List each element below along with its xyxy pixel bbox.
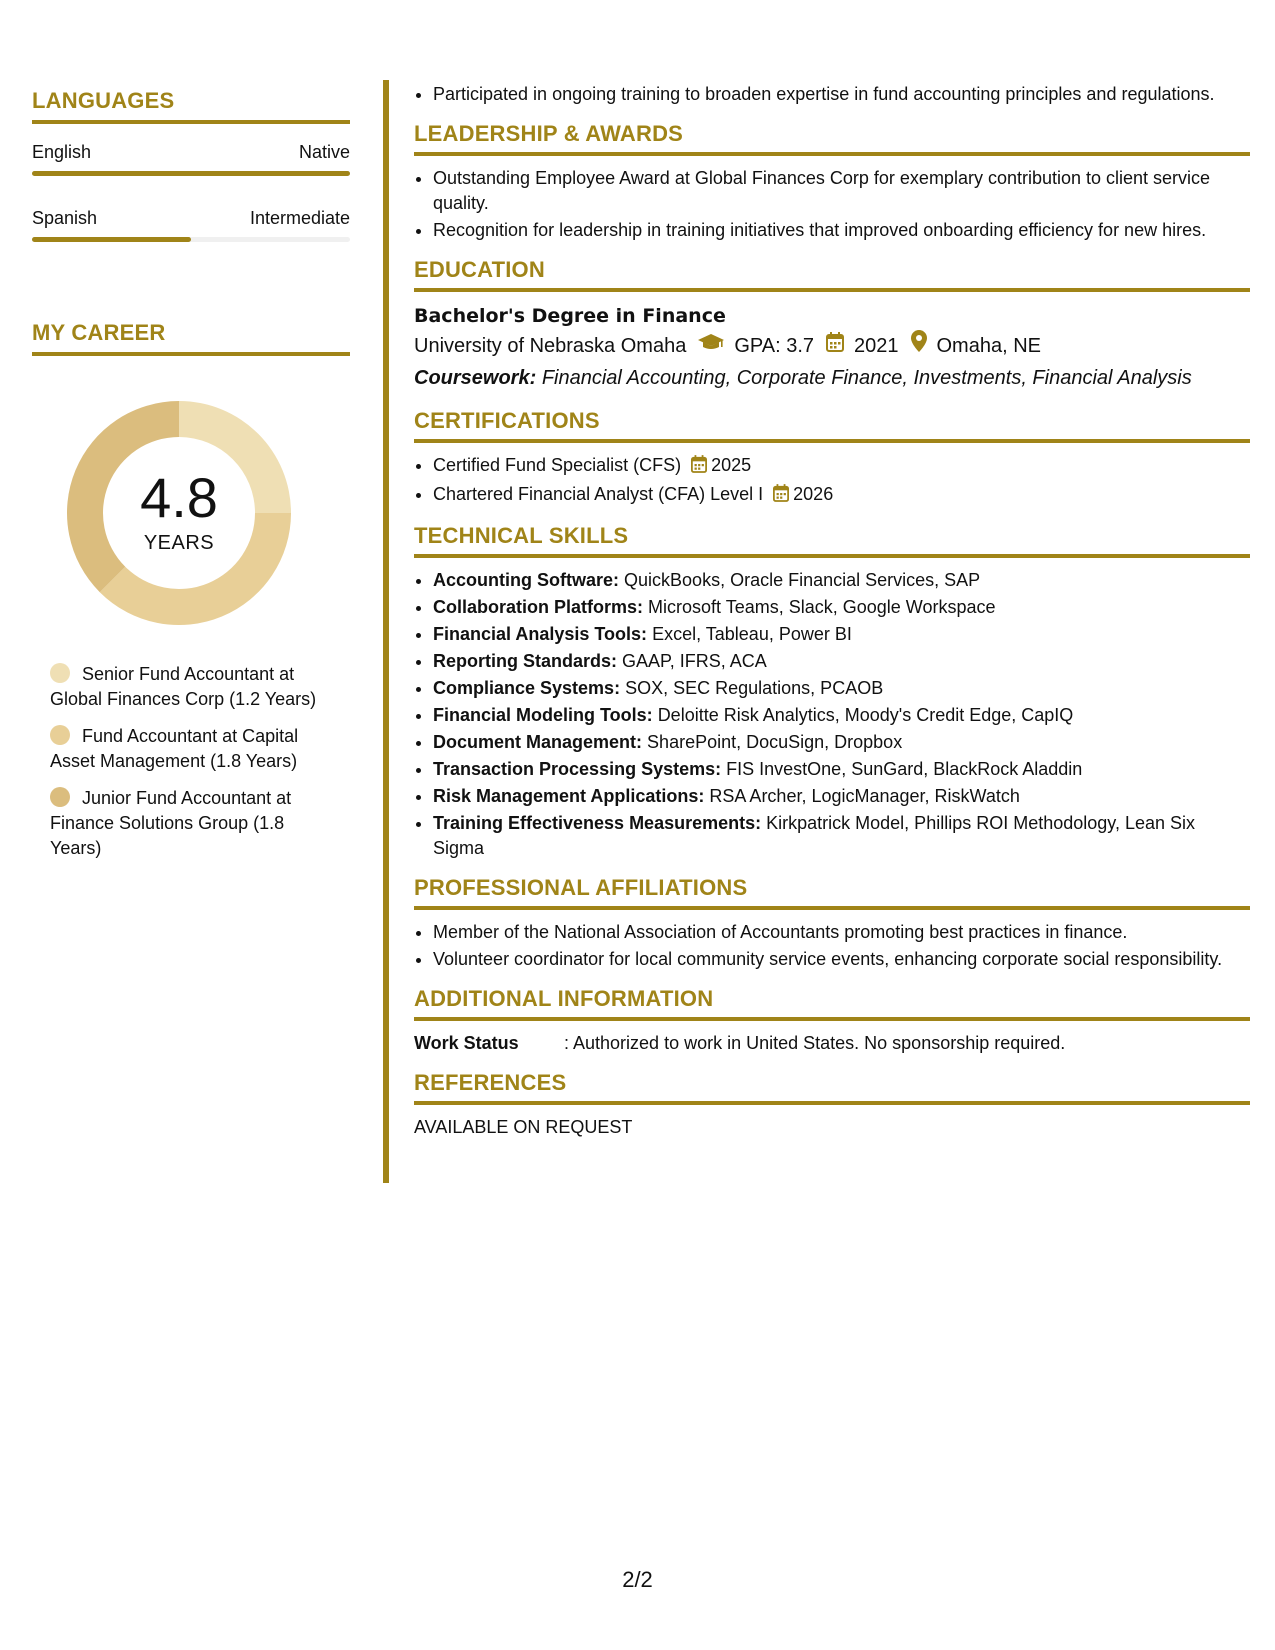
career-legend-label: Fund Accountant at Capital Asset Management (1.8 Years) — [50, 726, 299, 771]
certifications-list — [414, 453, 1250, 509]
career-donut-chart — [66, 400, 292, 626]
map-pin-icon — [911, 330, 927, 362]
certifications-title: CERTIFICATIONS — [414, 408, 1250, 443]
skill-value: SOX, SEC Regulations, PCAOB — [625, 678, 884, 698]
skill-label: Reporting Standards: — [433, 651, 618, 671]
skill-label: Financial Modeling Tools: — [433, 705, 653, 725]
education-title: EDUCATION — [414, 257, 1250, 292]
legend-dot — [50, 787, 70, 807]
affiliations-title: PROFESSIONAL AFFILIATIONS — [414, 875, 1250, 910]
certification-name: Chartered Financial Analyst (CFA) Level I — [433, 484, 764, 504]
skill-value: Microsoft Teams, Slack, Google Workspace — [648, 597, 996, 617]
career-legend-item — [50, 662, 340, 712]
list-item: • Recognition for leadership in training initiatives that improved onboarding efficiency for new hires. — [433, 218, 1250, 243]
references-title: REFERENCES — [414, 1070, 1250, 1105]
work-status-value: : Authorized to work in United States. No sponsorship required. — [564, 1033, 1066, 1053]
additional-info-title: ADDITIONAL INFORMATION — [414, 986, 1250, 1021]
career-donut-center — [66, 400, 292, 626]
skill-value: SharePoint, DocuSign, Dropbox — [647, 732, 903, 752]
language-proficiency-bar — [32, 171, 350, 176]
experience-bullets-continued — [414, 82, 1250, 107]
list-item — [433, 622, 1250, 647]
work-status-row — [414, 1031, 1250, 1056]
work-status-label: Work Status — [414, 1033, 519, 1053]
leadership-list — [414, 166, 1250, 243]
career-title: MY CAREER — [32, 320, 350, 356]
certification-name: Certified Fund Specialist (CFS) — [433, 455, 682, 475]
career-legend — [50, 662, 350, 861]
list-item — [433, 595, 1250, 620]
skill-label: Document Management: — [433, 732, 643, 752]
graduation-cap-icon — [698, 330, 724, 362]
list-item: • Volunteer coordinator for local community service events, enhancing corporate social responsibility. — [433, 947, 1250, 972]
education-school: University of Nebraska Omaha — [414, 335, 687, 357]
career-years-unit: YEARS — [143, 532, 215, 554]
language-level: Intermediate — [249, 208, 350, 228]
language-level: Native — [298, 142, 350, 162]
languages-title: LANGUAGES — [32, 88, 350, 124]
coursework-label: Coursework: — [414, 367, 537, 389]
list-item — [433, 568, 1250, 593]
legend-dot — [50, 725, 70, 745]
certification-year: 2025 — [711, 455, 752, 475]
leadership-title: LEADERSHIP & AWARDS — [414, 121, 1250, 156]
list-item — [433, 703, 1250, 728]
language-proficiency-fill — [32, 237, 191, 242]
page-number: 2/2 — [622, 1567, 653, 1592]
skill-label: Compliance Systems: — [433, 678, 621, 698]
education-gpa: GPA: 3.7 — [734, 335, 814, 357]
education-details — [414, 330, 1250, 362]
language-proficiency-fill — [32, 171, 350, 176]
main-content — [414, 78, 1250, 1140]
sidebar — [32, 88, 350, 873]
technical-skills-title: TECHNICAL SKILLS — [414, 523, 1250, 558]
list-item — [433, 784, 1250, 809]
education-year: 2021 — [854, 335, 899, 357]
calendar-icon — [691, 455, 707, 480]
skill-value: Kirkpatrick Model, Phillips ROI Methodology, Lean Six Sigma — [433, 813, 1195, 858]
skill-value: GAAP, IFRS, ACA — [622, 651, 767, 671]
calendar-icon — [773, 484, 789, 509]
references-text: AVAILABLE ON REQUEST — [414, 1117, 633, 1137]
career-legend-item — [50, 724, 340, 774]
skill-label: Collaboration Platforms: — [433, 597, 644, 617]
skill-value: QuickBooks, Oracle Financial Services, SAP — [624, 570, 981, 590]
technical-skills-list — [414, 568, 1250, 861]
career-total-years: 4.8 — [140, 466, 218, 529]
skill-value: Deloitte Risk Analytics, Moody's Credit Edge, CapIQ — [657, 705, 1074, 725]
list-item — [433, 482, 1250, 509]
list-item — [433, 649, 1250, 674]
skill-label: Accounting Software: — [433, 570, 620, 590]
skill-value: RSA Archer, LogicManager, RiskWatch — [709, 786, 1020, 806]
skill-label: Risk Management Applications: — [433, 786, 705, 806]
list-item: • Participated in ongoing training to broaden expertise in fund accounting principles and regulations. — [433, 82, 1250, 107]
list-item — [433, 453, 1250, 480]
education-coursework — [414, 362, 1250, 394]
education-location: Omaha, NE — [936, 335, 1041, 357]
language-item — [32, 208, 350, 242]
skill-label: Training Effectiveness Measurements: — [433, 813, 762, 833]
list-item — [433, 730, 1250, 755]
skill-value: FIS InvestOne, SunGard, BlackRock Aladdin — [726, 759, 1083, 779]
list-item — [433, 811, 1250, 861]
career-legend-label: Junior Fund Accountant at Finance Solutions Group (1.8 Years) — [50, 788, 292, 858]
list-item: • Outstanding Employee Award at Global Finances Corp for exemplary contribution to client service quality. — [433, 166, 1250, 216]
language-name: English — [32, 142, 92, 162]
language-proficiency-bar — [32, 237, 350, 242]
affiliations-list — [414, 920, 1250, 972]
coursework-value: Financial Accounting, Corporate Finance, Investments, Financial Analysis — [541, 367, 1192, 389]
skill-label: Financial Analysis Tools: — [433, 624, 648, 644]
list-item — [433, 757, 1250, 782]
skill-label: Transaction Processing Systems: — [433, 759, 722, 779]
certification-year: 2026 — [793, 484, 834, 504]
education-degree: Bachelor's Degree in Finance — [414, 305, 726, 327]
skill-value: Excel, Tableau, Power BI — [652, 624, 852, 644]
legend-dot — [50, 663, 70, 683]
list-item — [433, 676, 1250, 701]
language-item — [32, 142, 350, 176]
career-section — [32, 320, 350, 861]
language-name: Spanish — [32, 208, 98, 228]
career-legend-label: Senior Fund Accountant at Global Finances Corp (1.2 Years) — [50, 664, 317, 709]
list-item: • Member of the National Association of Accountants promoting best practices in finance. — [433, 920, 1250, 945]
career-legend-item — [50, 786, 340, 861]
calendar-icon — [826, 330, 844, 362]
column-divider — [383, 80, 389, 1183]
